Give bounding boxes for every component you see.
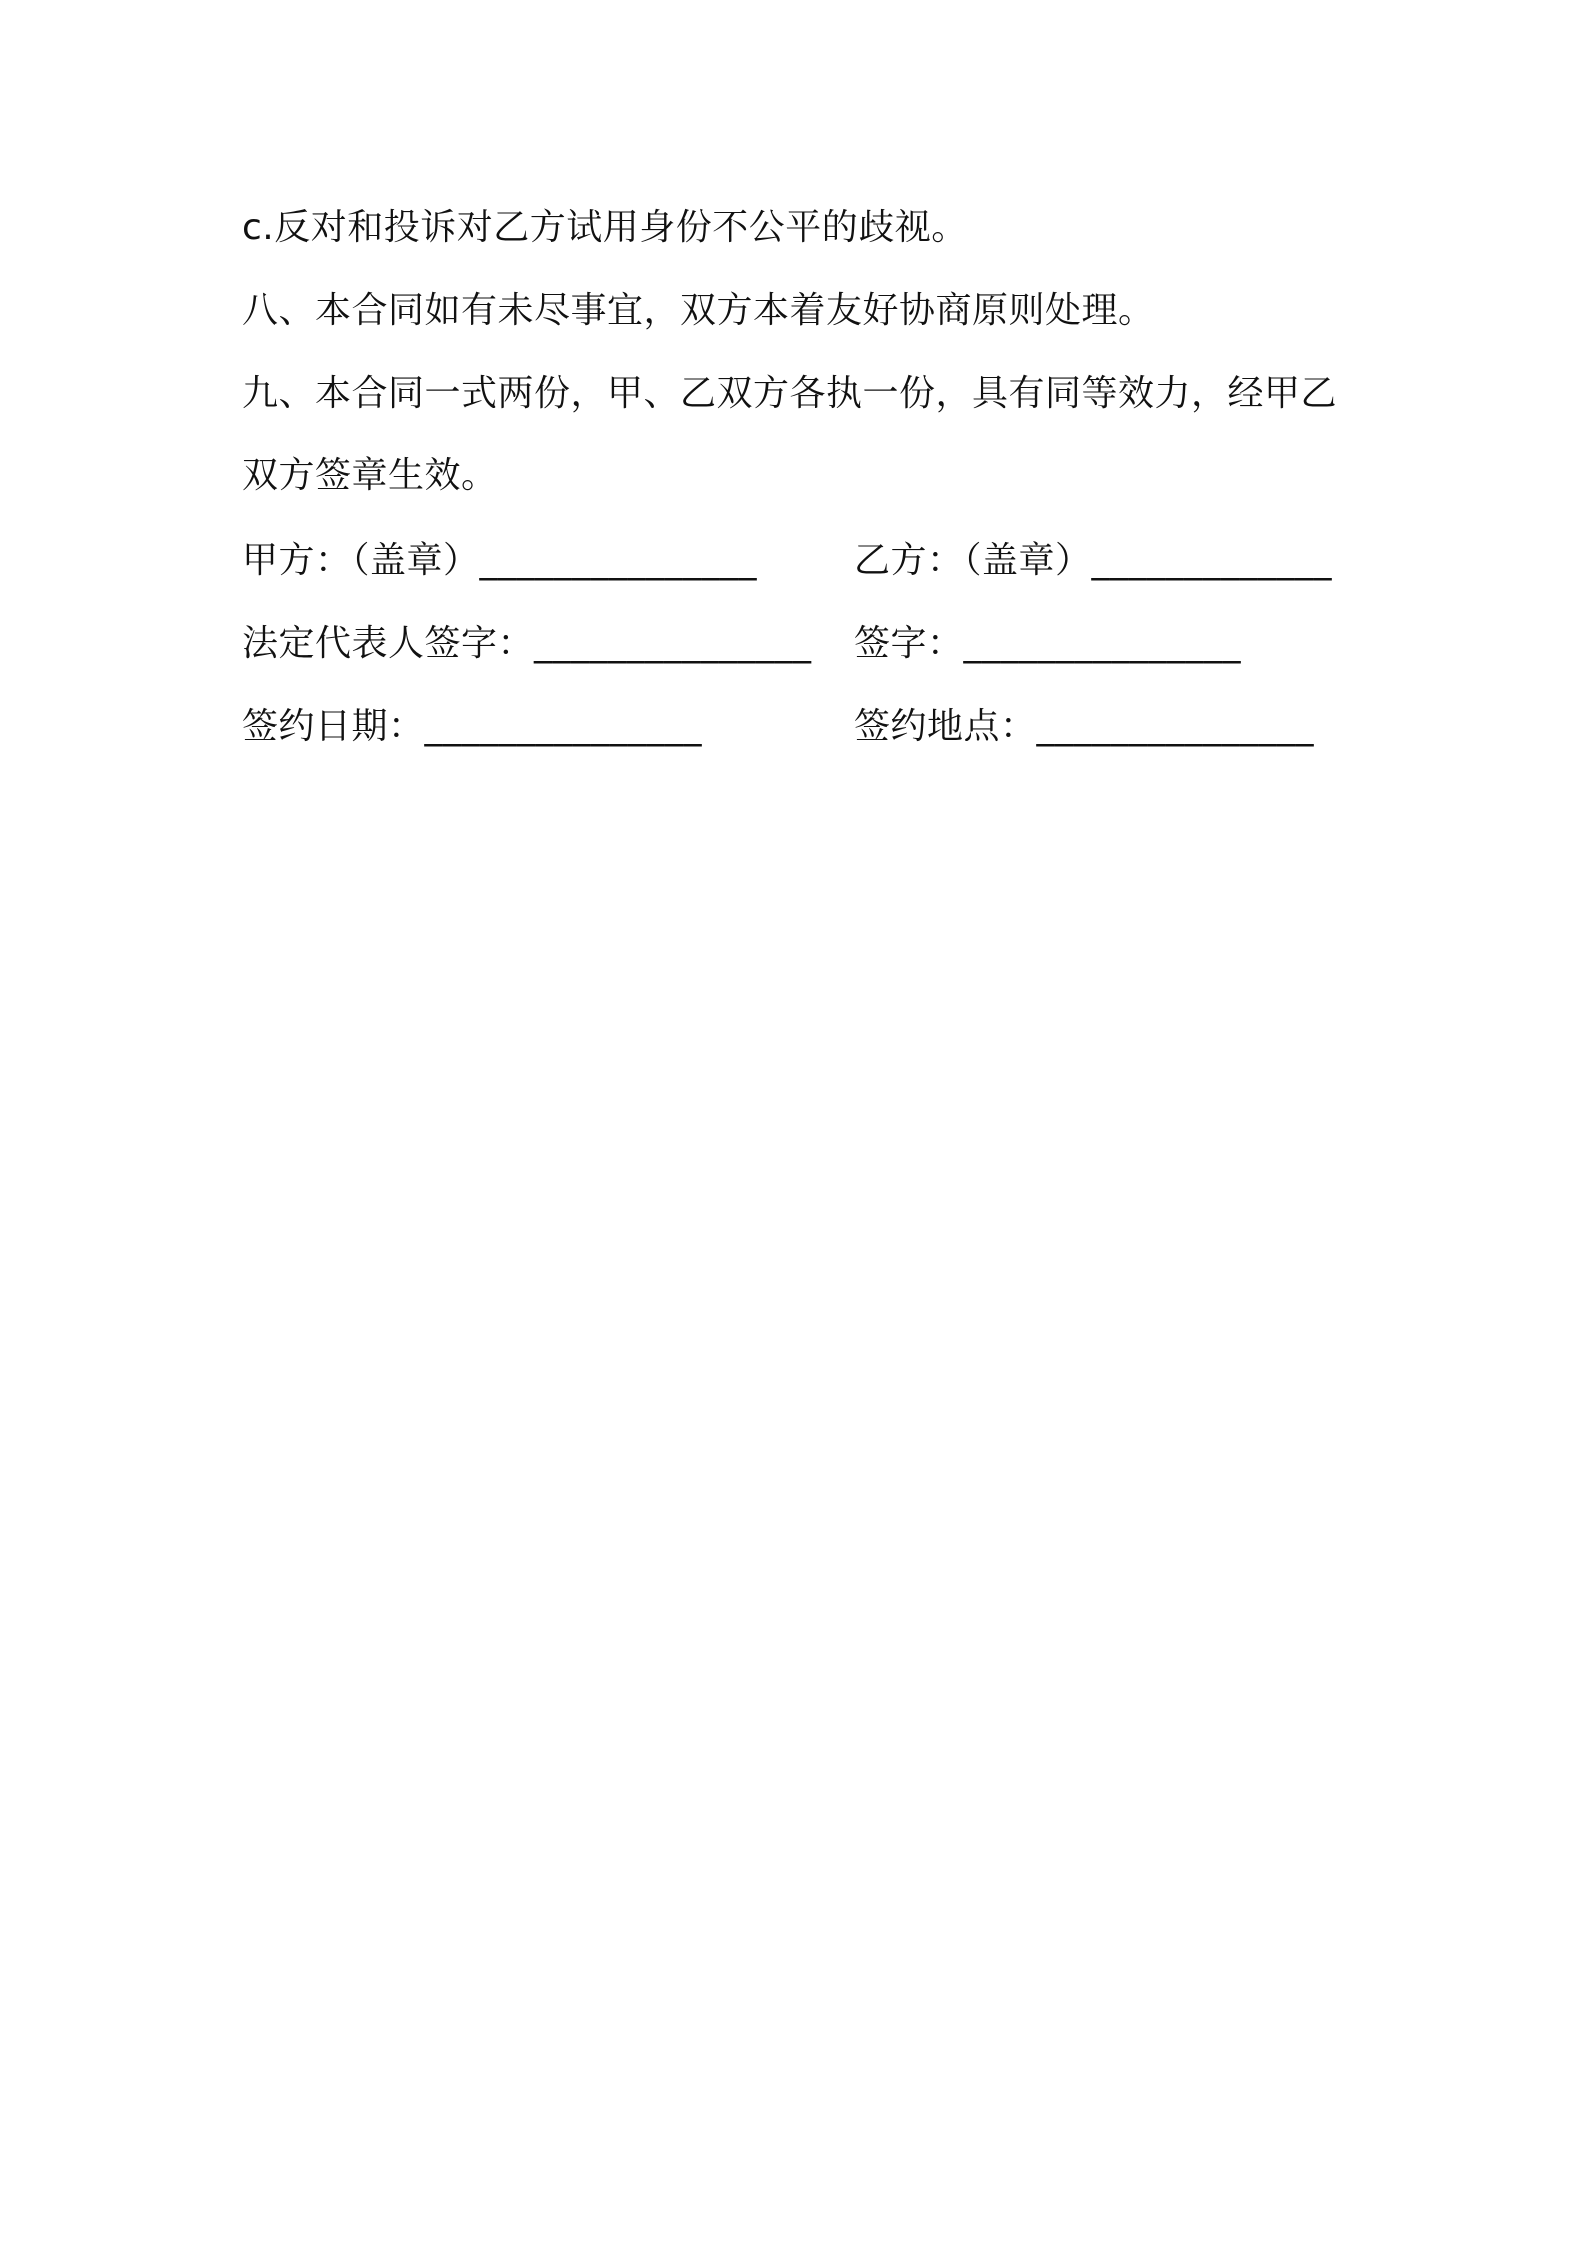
clause-8: 八、本合同如有未尽事宜，双方本着友好协商原则处理。 <box>242 290 1155 331</box>
signature-field: 签字：_______________ <box>854 623 1242 664</box>
clause-c-item: c.反对和投诉对乙方试用身份不公平的歧视。 <box>242 207 968 248</box>
party-b-seal-field: 乙方：（盖章）_____________ <box>854 540 1333 581</box>
signing-place-field: 签约地点：_______________ <box>854 706 1315 747</box>
signature-row-seal <box>242 520 1362 602</box>
signing-date-field: 签约日期：_______________ <box>242 706 703 747</box>
legal-rep-signature-field: 法定代表人签字：_______________ <box>242 623 812 664</box>
signature-row-date-place <box>242 686 1362 768</box>
party-a-seal-field: 甲方：（盖章）_______________ <box>242 540 758 581</box>
signature-row-sign <box>242 603 1362 685</box>
clause-9: 九、本合同一式两份，甲、乙双方各执一份，具有同等效力，经甲乙双方签章生效。 <box>242 373 1338 496</box>
